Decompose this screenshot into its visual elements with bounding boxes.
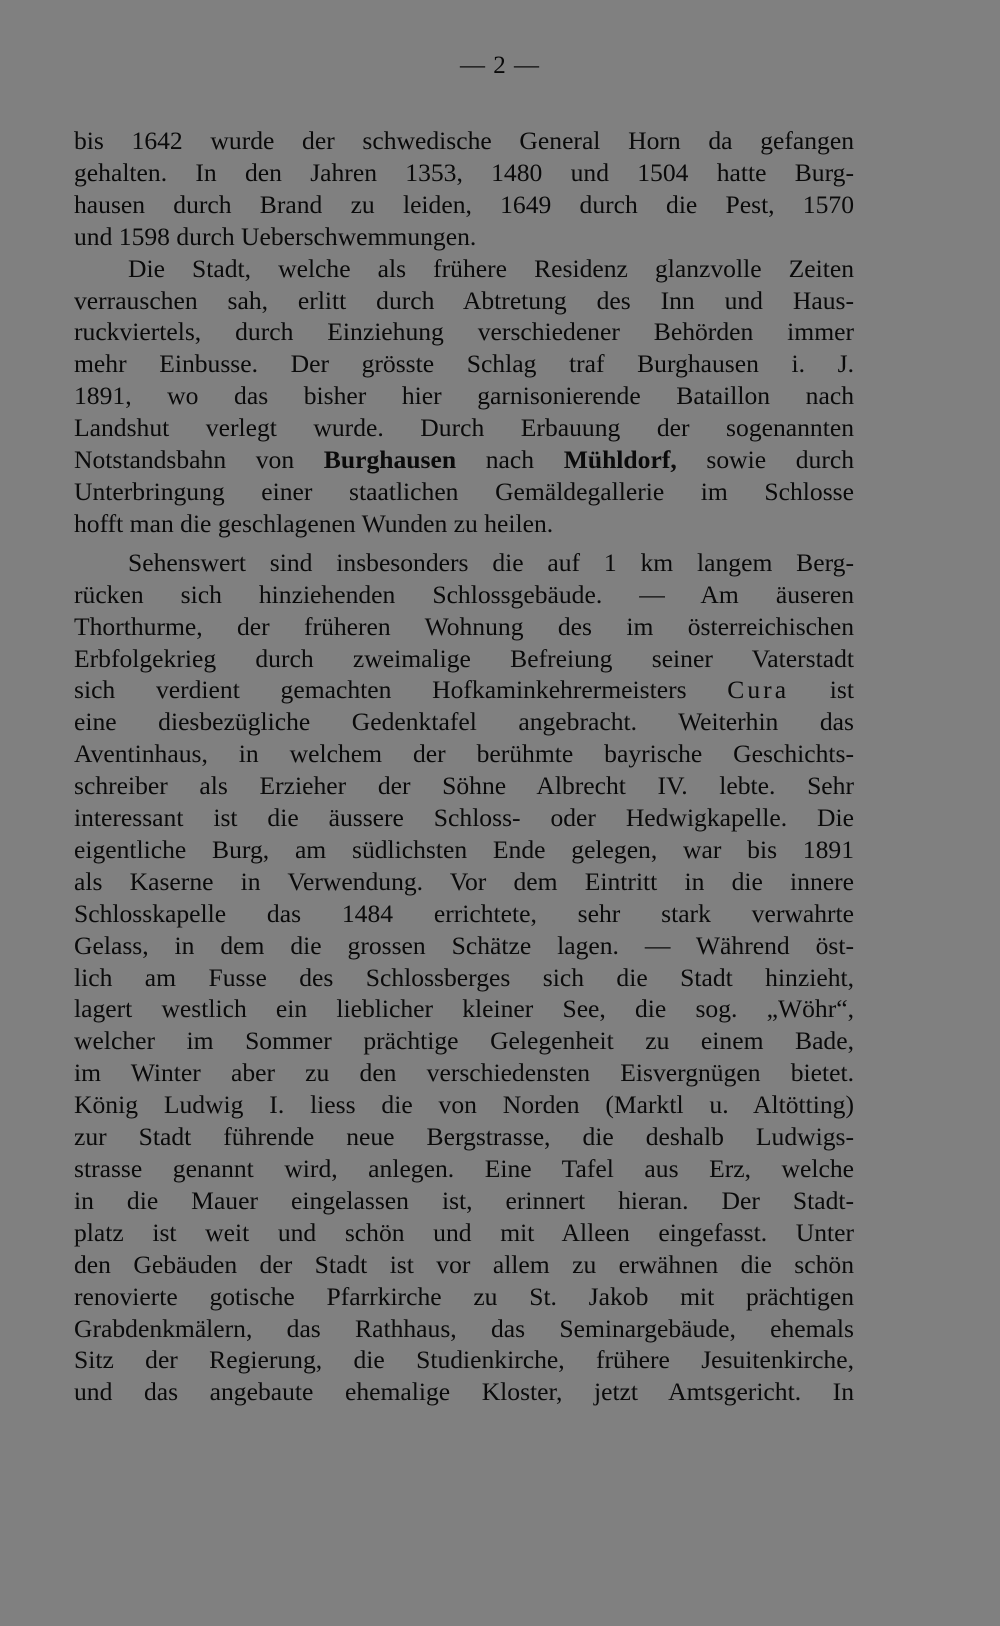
text-line: Erbfolgekrieg durch zweimalige Befreiung seiner Vaterstadt [74, 643, 854, 673]
person-name-cura: Cura [727, 675, 790, 705]
text-line: verrauschen sah, erlitt durch Abtretung des Inn und Haus- [74, 285, 854, 315]
text-line: in die Mauer eingelassen ist, erinnert hieran. Der Stadt- [74, 1185, 854, 1215]
text-line: welcher im Sommer prächtige Gelegenheit zu einem Bade, [74, 1026, 854, 1056]
paragraph-3 [74, 547, 854, 1408]
text-line: renovierte gotische Pfarrkirche zu St. Jakob mit prächtigen [74, 1281, 854, 1311]
text-line: hausen durch Brand zu leiden, 1649 durch die Pest, 1570 [74, 189, 854, 219]
text-line: schreiber als Erzieher der Söhne Albrecht IV. lebte. Sehr [74, 771, 854, 801]
text-line: Schlosskapelle das 1484 errichtete, sehr stark verwahrte [74, 898, 854, 928]
text-line: eigentliche Burg, am südlichsten Ende gelegen, war bis 1891 [74, 834, 854, 864]
text-line: Die Stadt, welche als frühere Residenz glanzvolle Zeiten [128, 253, 854, 283]
text-line: rücken sich hinziehenden Schlossgebäude. — Am äuseren [74, 579, 854, 609]
text-line: im Winter aber zu den verschiedensten Eisvergnügen bietet. [74, 1058, 854, 1088]
text-line: 1891, wo das bisher hier garnisonierende Bataillon nach [74, 381, 854, 411]
text-line: Aventinhaus, in welchem der berühmte bayrische Geschichts- [74, 739, 854, 769]
text-line: strasse genannt wird, anlegen. Eine Tafel aus Erz, welche [74, 1154, 854, 1183]
text-line-mixed [74, 444, 854, 476]
text-line: gehalten. In den Jahren 1353, 1480 und 1504 hatte Burg- [74, 157, 854, 187]
text-line: ruckviertels, durch Einziehung verschiedener Behörden immer [74, 317, 854, 347]
text-line: den Gebäuden der Stadt ist vor allem zu erwähnen die schön [74, 1249, 854, 1279]
text-line: als Kaserne in Verwendung. Vor dem Eintritt in die innere [74, 866, 854, 896]
page-number: — 2 — [460, 52, 540, 79]
text-line: lich am Fusse des Schlossberges sich die Stadt hinzieht, [74, 962, 854, 992]
text-line: Thorthurme, der früheren Wohnung des im österreichischen [74, 611, 854, 641]
text-line: lagert westlich ein lieblicher kleiner See, die sog. „Wöhr“, [74, 994, 854, 1024]
place-name-muehldorf: Mühldorf, [563, 445, 677, 475]
text-line: Sehenswert sind insbesonders die auf 1 km langem Berg- [128, 547, 854, 577]
text-line: bis 1642 wurde der schwedische General Horn da gefangen [74, 126, 854, 155]
text-line: hofft man die geschlagenen Wunden zu heilen. [74, 508, 554, 538]
text-line: König Ludwig I. liess die von Norden (Marktl u. Altötting) [74, 1090, 854, 1120]
text-line: Grabdenkmälern, das Rathhaus, das Seminargebäude, ehemals [74, 1313, 854, 1343]
text-line: eine diesbezügliche Gedenktafel angebracht. Weiterhin das [74, 707, 854, 737]
text-line: zur Stadt führende neue Bergstrasse, die deshalb Ludwigs- [74, 1122, 854, 1152]
paragraph-1 [74, 125, 854, 253]
text-line: Landshut verlegt wurde. Durch Erbauung der sogenannten [74, 413, 854, 443]
text-line-mixed [74, 674, 854, 706]
text-fragment: Notstandsbahn von [74, 445, 295, 475]
body-text [74, 125, 854, 1408]
paragraph-gap [74, 540, 854, 547]
place-name-burghausen: Burghausen [323, 445, 457, 475]
text-line: Sitz der Regierung, die Studienkirche, frühere Jesuitenkirche, [74, 1345, 854, 1375]
text-line: und das angebaute ehemalige Kloster, jetzt Amtsgericht. In [74, 1377, 854, 1407]
paragraph-2 [74, 253, 854, 540]
text-fragment: sich verdient gemachten Hofkaminkehrermeisters [74, 675, 687, 705]
text-line: mehr Einbusse. Der grösste Schlag traf Burghausen i. J. [74, 349, 854, 379]
text-fragment: ist [829, 675, 854, 705]
text-line: und 1598 durch Ueberschwemmungen. [74, 221, 477, 251]
text-fragment: nach [485, 445, 535, 475]
text-line: Gelass, in dem die grossen Schätze lagen. — Während öst- [74, 930, 854, 960]
text-line: platz ist weit und schön und mit Alleen eingefasst. Unter [74, 1217, 854, 1247]
text-line: Unterbringung einer staatlichen Gemäldegallerie im Schlosse [74, 476, 854, 506]
text-fragment: sowie durch [706, 445, 855, 475]
text-line: interessant ist die äussere Schloss- oder Hedwigkapelle. Die [74, 803, 854, 833]
